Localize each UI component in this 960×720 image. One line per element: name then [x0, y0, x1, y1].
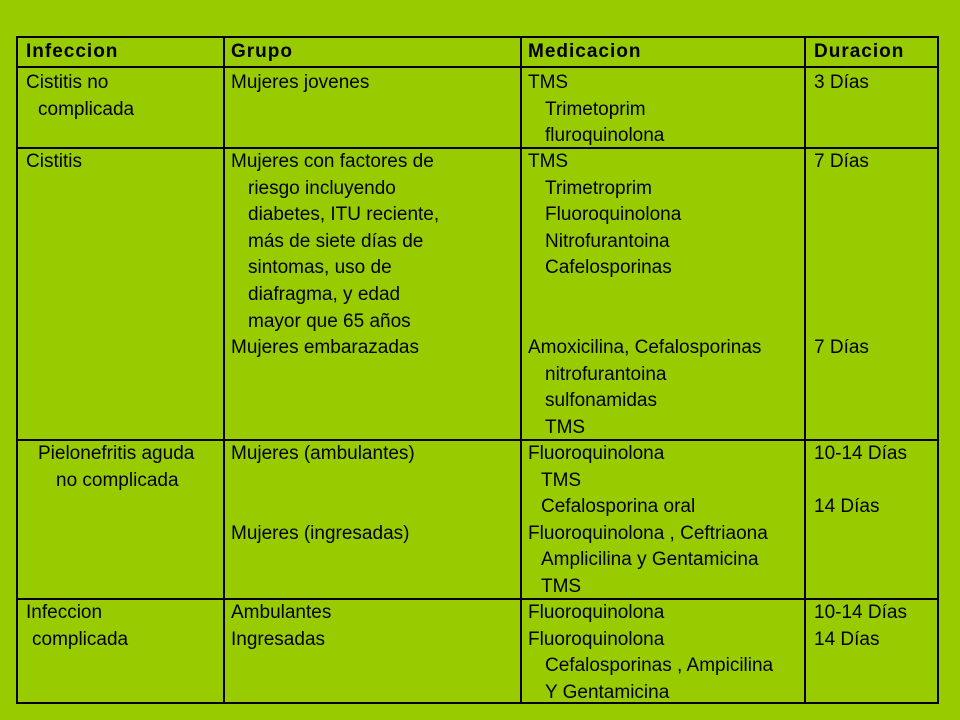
cell-line: Mujeres con factores de: [231, 151, 434, 172]
row1-duracion-cell: [814, 70, 869, 97]
cell-line: Mujeres (ambulantes): [231, 443, 415, 464]
row-divider: [18, 66, 937, 68]
cell-line: [814, 282, 869, 309]
cell-line: más de siete días de: [248, 230, 424, 252]
cell-line: Mujeres embarazadas: [231, 337, 419, 359]
cell-line: Pielonefritis aguda: [38, 443, 195, 464]
cell-line: TMS: [528, 151, 569, 172]
cell-line: Trimetroprim: [545, 177, 652, 199]
cell-line: Cafelosporinas: [545, 257, 672, 279]
cell-line: Nitrofurantoina: [545, 230, 670, 252]
cell-line: [814, 229, 869, 256]
cell-line: 10-14 Días: [814, 602, 907, 623]
header-infeccion: Infeccion: [26, 41, 119, 62]
cell-line: diabetes, ITU reciente,: [248, 204, 440, 226]
row2-grupo-cell: [231, 149, 439, 362]
cell-line: fluroquinolona: [545, 125, 665, 147]
cell-line: nitrofurantoina: [545, 363, 667, 385]
row2-duracion-cell: [814, 149, 869, 362]
cell-line: Fluoroquinolona: [528, 443, 665, 464]
cell-line: Cefalosporina oral: [541, 496, 696, 518]
cell-line: sintomas, uso de: [248, 257, 392, 279]
row3-grupo-cell: [231, 441, 415, 547]
cell-line: Mujeres (ingresadas): [231, 522, 410, 544]
cell-line: Cistitis no: [26, 72, 109, 93]
row2-medicacion-cell: [528, 149, 761, 442]
cell-line: Ambulantes: [231, 602, 332, 623]
cell-line: [814, 309, 869, 336]
cell-line: Cefalosporinas , Ampicilina: [545, 655, 774, 677]
cell-line: Trimetoprim: [545, 98, 646, 120]
cell-line: mayor que 65 años: [248, 310, 411, 332]
cell-line: [231, 494, 415, 521]
cell-line: 3 Días: [814, 72, 869, 93]
cell-line: [528, 309, 761, 336]
cell-line: 7 Días: [814, 337, 869, 359]
cell-line: Fluoroquinolona , Ceftriaona: [528, 522, 768, 544]
cell-line: TMS: [545, 416, 586, 438]
row4-duracion-cell: [814, 600, 907, 653]
row3-duracion-cell: [814, 441, 907, 521]
row3-infeccion-cell: [38, 441, 194, 494]
cell-line: [814, 468, 907, 495]
row-divider: [18, 147, 937, 149]
cell-line: [528, 282, 761, 309]
row1-medicacion-cell: [528, 70, 664, 150]
treatment-table: [16, 36, 939, 704]
cell-line: 7 Días: [814, 151, 869, 172]
cell-line: TMS: [528, 72, 569, 93]
cell-line: Infeccion: [26, 602, 103, 623]
cell-line: Amplicilina y Gentamicina: [541, 549, 759, 571]
row4-medicacion-cell: [528, 600, 773, 706]
cell-line: [814, 176, 869, 203]
cell-line: [231, 468, 415, 495]
cell-line: complicada: [38, 98, 135, 120]
row3-medicacion-cell: [528, 441, 768, 601]
column-divider: [804, 38, 806, 702]
cell-line: Fluoroquinolona: [545, 204, 682, 226]
cell-line: complicada: [32, 628, 129, 650]
cell-line: riesgo incluyendo: [248, 177, 396, 199]
header-grupo: Grupo: [231, 41, 293, 62]
cell-line: TMS: [541, 469, 582, 491]
row2-infeccion-cell: [26, 149, 82, 176]
cell-line: 14 Días: [814, 628, 880, 650]
header-duracion: Duracion: [814, 41, 905, 62]
row1-grupo-cell: [231, 70, 369, 97]
cell-line: Amoxicilina, Cefalosporinas: [528, 337, 762, 359]
cell-line: Y Gentamicina: [545, 681, 670, 703]
cell-line: 10-14 Días: [814, 443, 907, 464]
cell-line: Fluoroquinolona: [528, 602, 665, 623]
cell-line: no complicada: [56, 469, 179, 491]
row-divider: [18, 598, 937, 600]
cell-line: diafragma, y edad: [248, 283, 401, 305]
cell-line: [814, 255, 869, 282]
cell-line: [814, 202, 869, 229]
cell-line: Ingresadas: [231, 628, 326, 650]
row4-grupo-cell: [231, 600, 331, 653]
row1-infeccion-cell: [26, 70, 134, 123]
header-medicacion: Medicacion: [528, 41, 642, 62]
cell-line: TMS: [541, 575, 582, 597]
column-divider: [520, 38, 522, 702]
cell-line: Mujeres jovenes: [231, 72, 370, 93]
cell-line: Fluoroquinolona: [528, 628, 665, 650]
column-divider: [223, 38, 225, 702]
cell-line: 14 Días: [814, 496, 880, 518]
row4-infeccion-cell: [26, 600, 128, 653]
cell-line: Cistitis: [26, 151, 82, 172]
cell-line: sulfonamidas: [545, 390, 657, 412]
